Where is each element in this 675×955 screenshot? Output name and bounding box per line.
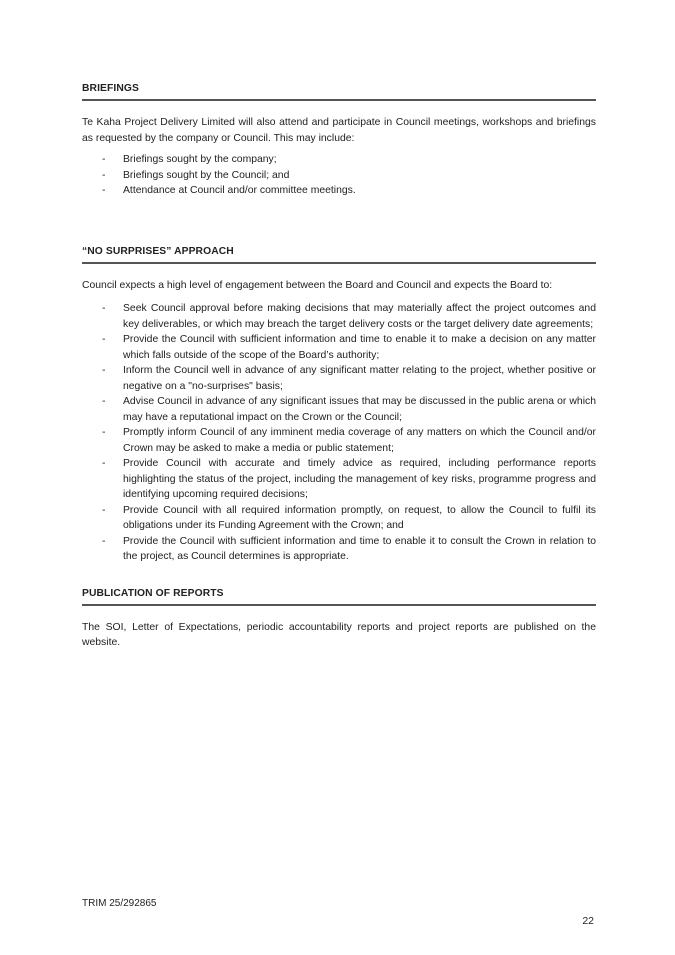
dash-bullet: - <box>102 169 106 181</box>
list-item-text: Promptly inform Council of any imminent media coverage of any matters on which the Council and/or Crown may be asked to make a media or public statement; <box>123 427 596 454</box>
list-item <box>82 332 596 363</box>
list-item-text: Provide Council with accurate and timely advice as required, including performance reports highlighting the status of the project, including the management of key risks, programme progress and identifying upcoming required decisions; <box>123 458 596 500</box>
section-heading: PUBLICATION OF REPORTS <box>82 587 596 606</box>
section-briefings <box>82 82 596 199</box>
list-item-text: Briefings sought by the company; <box>123 154 277 165</box>
list-item <box>82 425 596 456</box>
trim-reference: TRIM 25/292865 <box>82 898 157 909</box>
dash-bullet: - <box>102 365 106 376</box>
list-item <box>82 168 596 184</box>
list-item <box>82 456 596 503</box>
list-item-text: Provide Council with all required information promptly, on request, to allow the Council to fulfil its obligations under its Funding Agreement with the Crown; and <box>123 504 596 531</box>
list-item-text: Attendance at Council and/or committee meetings. <box>123 185 356 196</box>
section-heading: “NO SURPRISES” APPROACH <box>82 245 596 264</box>
bullet-list <box>82 301 596 565</box>
section-publication-of-reports <box>82 587 596 651</box>
list-item <box>82 363 596 394</box>
dash-bullet: - <box>102 535 106 547</box>
list-item <box>82 394 596 425</box>
list-item-text: Advise Council in advance of any significant issues that may be discussed in the public arena or which may have a reputational impact on the Crown or the Council; <box>123 396 596 423</box>
dash-bullet: - <box>102 396 106 407</box>
list-item <box>82 152 596 168</box>
page-number: 22 <box>582 915 594 927</box>
section-intro: The SOI, Letter of Expectations, periodic accountability reports and project reports are published on the website. <box>82 621 596 648</box>
dash-bullet: - <box>102 185 106 196</box>
dash-bullet: - <box>102 154 106 165</box>
list-item-text: Briefings sought by the Council; and <box>123 169 290 181</box>
dash-bullet: - <box>102 458 106 469</box>
section-no-surprises <box>82 245 596 565</box>
dash-bullet: - <box>102 504 106 516</box>
document-body <box>82 82 596 651</box>
list-item <box>82 503 596 534</box>
section-intro: Council expects a high level of engagement between the Board and Council and expects the Board to: <box>82 279 553 291</box>
dash-bullet: - <box>102 334 106 345</box>
list-item-text: Inform the Council well in advance of any significant matter relating to the project, whether positive or negative on a "no-surprises" basis; <box>123 365 596 392</box>
section-intro: Te Kaha Project Delivery Limited will also attend and participate in Council meetings, workshops and briefings as requested by the company or Council. This may include: <box>82 117 596 144</box>
list-item-text: Provide the Council with sufficient information and time to enable it to consult the Crown in relation to the project, as Council determines is appropriate. <box>123 535 596 562</box>
section-heading: BRIEFINGS <box>82 82 596 101</box>
list-item <box>82 534 596 565</box>
bullet-list <box>82 152 596 199</box>
list-item-text: Seek Council approval before making decisions that may materially affect the project outcomes and key deliverables, or which may breach the target delivery costs or the target delivery date agreements; <box>123 303 596 330</box>
list-item <box>82 183 596 199</box>
list-item <box>82 301 596 332</box>
list-item-text: Provide the Council with sufficient information and time to enable it to make a decision on any matter which falls outside of the scope of the Board’s authority; <box>123 334 596 361</box>
dash-bullet: - <box>102 303 106 314</box>
dash-bullet: - <box>102 427 106 438</box>
